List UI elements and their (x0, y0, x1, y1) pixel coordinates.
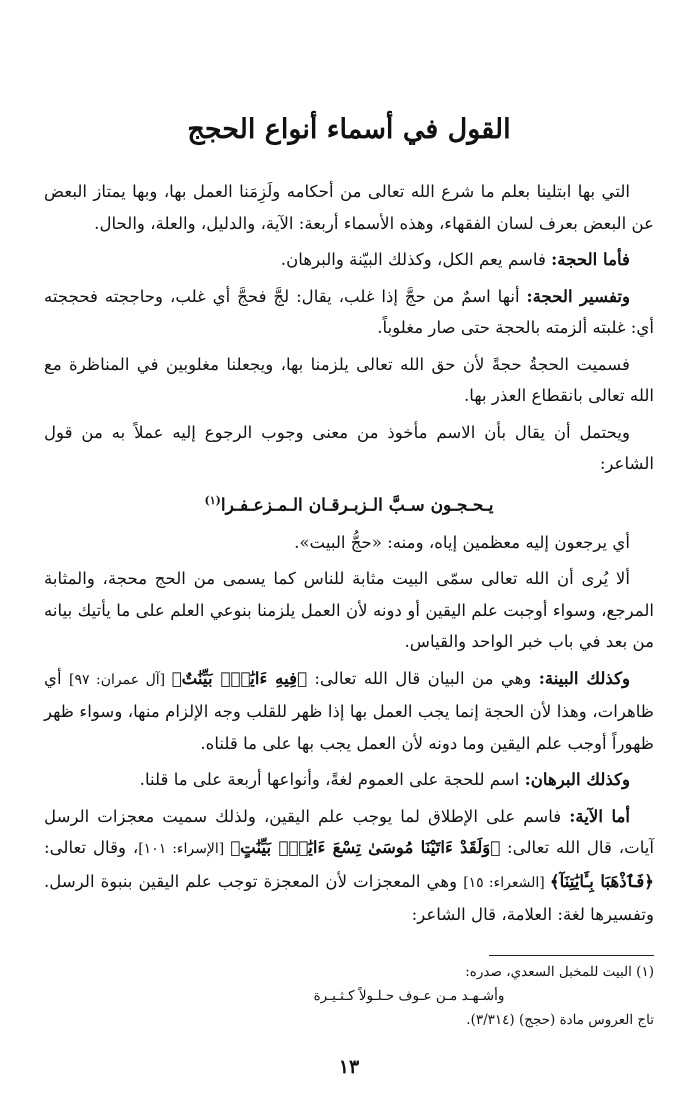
poem-verse-text: يـحـجـون سـبَّ الـزبـرقـان الـمـزعـفـرا (220, 495, 494, 516)
paragraph-bayyina-text: وهي من البيان قال الله تعالى: (306, 668, 539, 688)
paragraph-intro: التي بها ابتلينا بعلم ما شرع الله تعالى من أحكامه ولَزِمَنا العمل بها، وبها يمتاز البعض عن البعض بعرف لسان الفقهاء، وهذه الأسماء أربعة: الآية، والدليل، والعلة، والحال. (44, 182, 654, 233)
paragraph-hujja (44, 244, 654, 276)
term-aya: أما الآية: (569, 805, 631, 826)
term-hujja: فأما الحجة: (551, 249, 630, 269)
footnote-1-source: تاج العروس مادة (حجج) (٣/٣١٤). (466, 1012, 654, 1028)
quran-verse: ﴿فِيهِ ءَايَٰتُۢ بَيِّنَٰتٌ﴾ (171, 667, 307, 688)
paragraph-burhan-text: اسم للحجة على العموم لغةً، وأنواعها أربعة على ما قلنا. (139, 770, 525, 790)
paragraph-aya-connector: ، وقال تعالى: (44, 838, 139, 858)
term-burhan: وكذلك البرهان: (524, 769, 630, 790)
document-page (44, 0, 654, 1100)
paragraph-burhan (44, 764, 654, 796)
main-text (44, 176, 654, 936)
page-number: ١٣ (338, 1056, 360, 1078)
paragraph-etymology: ويحتمل أن يقال بأن الاسم مأخوذ من معنى وجوب الرجوع إليه عملاً به من قول الشاعر: (44, 422, 654, 473)
paragraph-bayyina (44, 663, 654, 760)
term-bayyina: وكذلك البينة: (538, 667, 631, 688)
footnote-1-verse: وأشـهـد مـن عـوف حـلـولاً كـثـيـرة (313, 988, 505, 1004)
footnote-divider (489, 955, 654, 956)
page-title: القول في أسماء أنواع الحجج (187, 114, 511, 145)
footnote-1-intro: (١) البيت للمخبل السعدي، صدره: (465, 964, 654, 980)
verse-reference-isra: [الإسراء: ١٠١] (138, 841, 231, 858)
verse-reference: [آل عمران: ٩٧] (68, 671, 172, 688)
paragraph-hujja-definition-text: أنها اسمٌ من حجَّ إذا غلب، يقال: لجَّ فحجَّ أي غلب، وحاججته فحججته أي: غلبته ألزمته بالحجة حتى صار مغلوباً. (44, 286, 654, 337)
paragraph-verse-explanation: أي يرجعون إليه معظمين إياه، ومنه: «حجُّ البيت». (294, 532, 630, 552)
quran-verse-musa: ﴿وَلَقَدْ ءَاتَيْنَا مُوسَىٰ تِسْعَ ءَايَٰتٍۭ بَيِّنَٰتٍ﴾ (230, 837, 501, 858)
poem-verse (44, 485, 654, 522)
verse-reference-shuara: [الشعراء: ١٥] (463, 874, 550, 891)
quran-verse-shuara: ﴿فَٱذْهَبَا بِـَٔايَٰتِنَآ﴾ (549, 870, 654, 891)
paragraph-aya (44, 801, 654, 931)
paragraph-hujja-definition (44, 281, 654, 344)
footnote-reference: (١) (204, 493, 221, 507)
footnotes (44, 960, 654, 1032)
term-hujja-definition: وتفسير الحجة: (526, 285, 630, 306)
paragraph-aya-continuation: وهي المعجزات لأن المعجزة توجب علم اليقين بنبوة الرسل. وتفسيرها لغة: العلامة، قال الشاعر: (44, 871, 654, 925)
paragraph-bayyina-continuation: أي ظاهرات، وهذا لأن الحجة إنما يجب العمل بها إذا ظهر للقلب وجه الإلزام منها، وسواء ظهر ظهوراً أوجب علم اليقين وما دونه لأن العمل يجب بها على ما قلناه. (44, 668, 654, 753)
paragraph-aya-text: فاسم على الإطلاق لما يوجب علم اليقين، ولذلك سميت معجزات الرسل آيات، قال الله تعالى: (44, 806, 654, 858)
paragraph-hujja-text: فاسم يعم الكل، وكذلك البيّنة والبرهان. (280, 250, 552, 269)
paragraph-naming-reason: فسميت الحجةُ حجةً لأن حق الله تعالى يلزمنا بها، ويجعلنا مغلوبين في المناظرة مع الله تعالى بانقطاع العذر بها. (44, 354, 654, 405)
paragraph-mathaba: ألا يُرى أن الله تعالى سمّى البيت مثابة للناس كما يسمى من الحج محجة، والمثابة المرجع، وسواء أوجبت علم اليقين أو دونه لأن العمل يلزمنا بنوعي العلم على ما يأتيك بيانه من بعد في باب خبر الواحد والقياس. (44, 569, 654, 652)
